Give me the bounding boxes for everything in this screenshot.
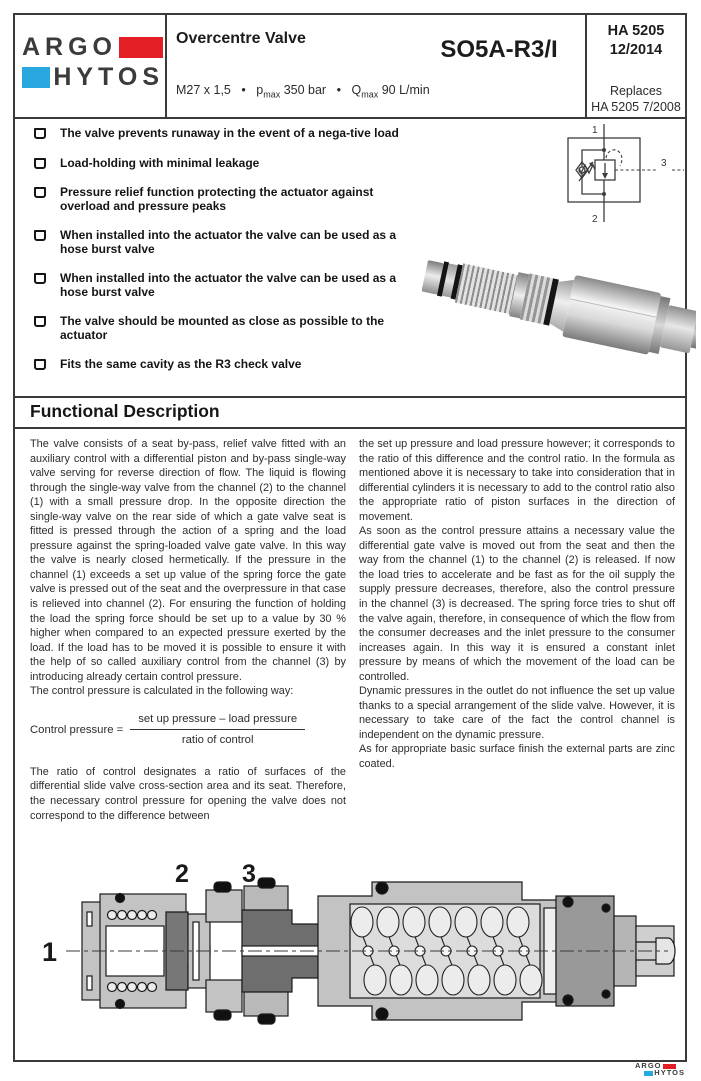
product-title: Overcentre Valve	[176, 30, 306, 47]
paragraph: Dynamic pressures in the outlet do not influence the set up value thanks to a special arrangement of the slide valve. However, it is necessary to take care of the fact the control channel is independent on the dynamic pressure.	[359, 685, 675, 741]
logo-cyan-rect	[22, 67, 50, 88]
list-item: Load-holding with minimal leakage	[34, 157, 406, 171]
drawing-port-3-label: 3	[242, 860, 256, 888]
checkbox-icon	[34, 187, 46, 198]
list-item: Fits the same cavity as the R3 check valve	[34, 358, 406, 372]
spec-pmax: $p_{max}$ 350 bar	[256, 83, 327, 100]
logo-argo-text: ARGO	[22, 33, 117, 61]
paragraph: As for appropriate basic surface finish the external parts are zinc coated.	[359, 743, 675, 771]
paragraph: The valve consists of a seat by-pass, relief valve fitted with an auxiliary control with a differential piston and by-pass single-way valve serving for reverse direction of flow. The liquid is flowing through the single-way valve from the channel (2) to the channel (1) with a small pressure drop. In the opposite direction the single-way valve on the rear side of which a gate valve seat is fitted is pressed through the action of a spring and the load pressure against the spring-loaded valve gate valve. In this way the valve is nearly closed hermetically. If the pressure in the channel (1) exceeds a set up value of the spring force the gate valve is pressed out of the seat and the overpressure in that case is relieved into channel (2). For ensuring the function of holding the load the spring force should be set up to a value by 30 % higher when compared to an expected pressure exerted by the load. If the load has to be moved it is possible to ensure it with the help of so called auxiliary control from the channel (3) by introducing already certain control pressure.	[30, 438, 346, 683]
replaces-label: Replaces	[609, 84, 663, 98]
specs-line	[176, 83, 430, 100]
footer-logo-argo-text: ARGO	[635, 1061, 662, 1071]
control-pressure-formula	[30, 712, 346, 748]
feature-list	[34, 127, 406, 388]
hydraulic-schematic	[548, 122, 688, 228]
header-bottom-line	[15, 117, 685, 119]
spec-separator-2: •	[336, 83, 341, 97]
paragraph: As soon as the control pressure attains a necessary value the differential gate valve is moved out from the seat and then the way from the channel (1) to the channel (2) is released. If now the load tries to accelerate and be fast as for the oil supply the supply pressure decreases, therefore, also the control pressure in the channel (3) is decreased. The spring force tries to shut off the valve again, therefore, in consequence of which the flow from the consumer decreases and the inlet pressure to the consumer increases again. In this way it is ensured a constant inlet pressure by means of which the movement of the load can be controlled.	[359, 525, 675, 683]
checkbox-icon	[34, 316, 46, 327]
schematic-port-2-label: 2	[592, 214, 598, 225]
left-column	[30, 437, 346, 823]
checkbox-icon	[34, 359, 46, 370]
drawing-port-2-label: 2	[175, 860, 189, 888]
valve-photo	[420, 228, 696, 390]
list-item: When installed into the actuator the valve can be used as a hose burst valve	[34, 229, 406, 256]
paragraph: The control pressure is calculated in the following way:	[30, 685, 294, 698]
fd-heading-underline	[15, 427, 685, 429]
schematic-port-3-label: 3	[661, 158, 667, 169]
checkbox-icon	[34, 158, 46, 169]
spec-separator: •	[241, 83, 246, 97]
replaces-doc: HA 5205 7/2008	[591, 100, 681, 114]
model-number: SO5A-R3/I	[440, 36, 558, 63]
list-item: Pressure relief function protecting the actuator against overload and pressure peaks	[34, 186, 406, 213]
fd-top-line	[15, 396, 685, 398]
checkbox-icon	[34, 273, 46, 284]
paragraph: the set up pressure and load pressure however; it corresponds to the ratio of this difference and the control ratio. In the formula as mentioned above it is necessary to take into consideration that in differential cylinders it is necessary to add to the control ratio also the appropriate ratio of piston surfaces in the direction of movement.	[359, 438, 675, 523]
spec-qmax: $Q_{max}$ 90 L/min	[351, 83, 430, 100]
functional-description-columns	[30, 437, 676, 823]
cross-section-drawing	[20, 856, 680, 1054]
document-reference-box	[586, 22, 686, 115]
doc-date: 12/2014	[609, 42, 663, 58]
footer-argo-hytos-logo	[635, 1063, 685, 1077]
formula-denominator: ratio of control	[181, 734, 254, 747]
list-item: The valve should be mounted as close as possible to the actuator	[34, 315, 406, 342]
drawing-port-1-label: 1	[42, 937, 58, 967]
checkbox-icon	[34, 128, 46, 139]
right-column	[359, 437, 675, 823]
footer-logo-cyan-rect	[644, 1071, 653, 1076]
logo-hytos-text: HYTOS	[53, 63, 164, 91]
checkbox-icon	[34, 230, 46, 241]
doc-number: HA 5205	[607, 23, 665, 39]
list-item: The valve prevents runaway in the event of a nega-tive load	[34, 127, 406, 141]
schematic-port-1-label: 1	[592, 125, 598, 136]
paragraph: The ratio of control designates a ratio of surfaces of the differential slide valve cross-section area and its seat. Therefore, the necessary control pressure for opening the valve does not correspond to the difference between	[30, 765, 346, 822]
spec-thread: M27 x 1,5	[176, 83, 231, 97]
valve-photo-body	[420, 244, 688, 360]
header-divider-1	[165, 15, 167, 118]
list-item: When installed into the actuator the valve can be used as a hose burst valve	[34, 272, 406, 299]
formula-numerator: set up pressure – load pressure	[130, 712, 305, 731]
formula-fraction	[130, 712, 305, 748]
footer-logo-hytos-text: HYTOS	[654, 1068, 685, 1078]
section-heading: Functional Description	[30, 401, 220, 421]
argo-hytos-logo	[22, 34, 164, 91]
formula-lhs: Control pressure =	[30, 723, 124, 736]
logo-red-rect	[119, 37, 163, 58]
